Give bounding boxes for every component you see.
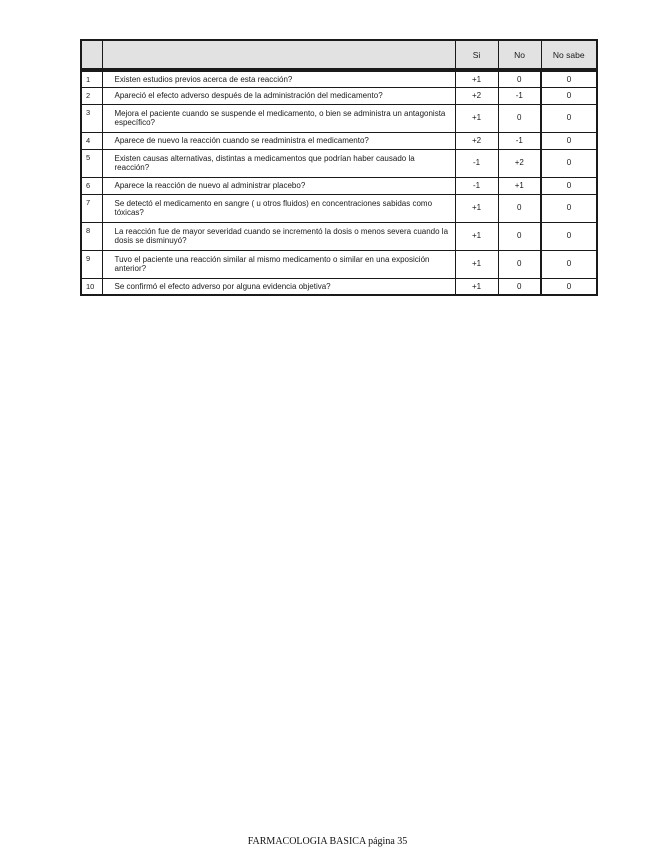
row-question: Existen causas alternativas, distintas a medicamentos que podrían haber causado la reacción? [102, 149, 455, 177]
row-question: Existen estudios previos acerca de esta reacción? [102, 70, 455, 87]
row-number: 7 [81, 194, 102, 222]
row-number: 1 [81, 70, 102, 87]
row-no-score: 0 [498, 104, 541, 132]
row-question: Mejora el paciente cuando se suspende el medicamento, o bien se administra un antagonista específico? [102, 104, 455, 132]
row-number: 6 [81, 177, 102, 194]
row-si-score: +1 [455, 104, 498, 132]
header-question [102, 40, 455, 70]
row-no-score: 0 [498, 194, 541, 222]
row-no-sabe-score: 0 [541, 132, 597, 149]
row-si-score: +1 [455, 278, 498, 295]
row-question: Aparece la reacción de nuevo al administrar placebo? [102, 177, 455, 194]
row-no-score: +2 [498, 149, 541, 177]
row-no-score: 0 [498, 278, 541, 295]
row-si-score: -1 [455, 177, 498, 194]
row-no-sabe-score: 0 [541, 87, 597, 104]
table-row [81, 70, 597, 87]
adverse-reaction-table [80, 39, 598, 296]
row-no-score: -1 [498, 132, 541, 149]
row-question: Se detectó el medicamento en sangre ( u otros fluidos) en concentraciones sabidas como tóxicas? [102, 194, 455, 222]
row-number: 4 [81, 132, 102, 149]
table-row [81, 104, 597, 132]
row-si-score: +2 [455, 87, 498, 104]
table-body [81, 70, 597, 295]
row-number: 10 [81, 278, 102, 295]
table-row [81, 278, 597, 295]
header-no-sabe: No sabe [541, 40, 597, 70]
row-no-sabe-score: 0 [541, 149, 597, 177]
row-number: 9 [81, 250, 102, 278]
row-no-sabe-score: 0 [541, 222, 597, 250]
header-number [81, 40, 102, 70]
table-row [81, 177, 597, 194]
row-no-score: 0 [498, 70, 541, 87]
table-row [81, 87, 597, 104]
row-no-score: 0 [498, 222, 541, 250]
table-row [81, 149, 597, 177]
row-question: Tuvo el paciente una reacción similar al mismo medicamento o similar en una exposición anterior? [102, 250, 455, 278]
table-header-row [81, 40, 597, 70]
row-question: Se confirmó el efecto adverso por alguna evidencia objetiva? [102, 278, 455, 295]
row-no-sabe-score: 0 [541, 278, 597, 295]
row-si-score: +1 [455, 70, 498, 87]
row-si-score: +1 [455, 222, 498, 250]
table-row [81, 132, 597, 149]
row-number: 3 [81, 104, 102, 132]
row-number: 8 [81, 222, 102, 250]
row-si-score: +1 [455, 194, 498, 222]
row-no-score: -1 [498, 87, 541, 104]
row-no-score: 0 [498, 250, 541, 278]
row-question: Aparece de nuevo la reacción cuando se readministra el medicamento? [102, 132, 455, 149]
header-si: Si [455, 40, 498, 70]
table-row [81, 250, 597, 278]
row-number: 5 [81, 149, 102, 177]
row-no-sabe-score: 0 [541, 250, 597, 278]
table-row [81, 222, 597, 250]
table-row [81, 194, 597, 222]
row-number: 2 [81, 87, 102, 104]
row-si-score: +2 [455, 132, 498, 149]
row-si-score: -1 [455, 149, 498, 177]
row-si-score: +1 [455, 250, 498, 278]
header-no: No [498, 40, 541, 70]
row-no-sabe-score: 0 [541, 194, 597, 222]
row-question: Apareció el efecto adverso después de la administración del medicamento? [102, 87, 455, 104]
row-no-sabe-score: 0 [541, 104, 597, 132]
row-no-sabe-score: 0 [541, 177, 597, 194]
row-no-sabe-score: 0 [541, 70, 597, 87]
row-question: La reacción fue de mayor severidad cuando se incrementó la dosis o menos severa cuando la dosis se disminuyó? [102, 222, 455, 250]
row-no-score: +1 [498, 177, 541, 194]
page-footer: FARMACOLOGIA BASICA página 35 [247, 836, 408, 847]
